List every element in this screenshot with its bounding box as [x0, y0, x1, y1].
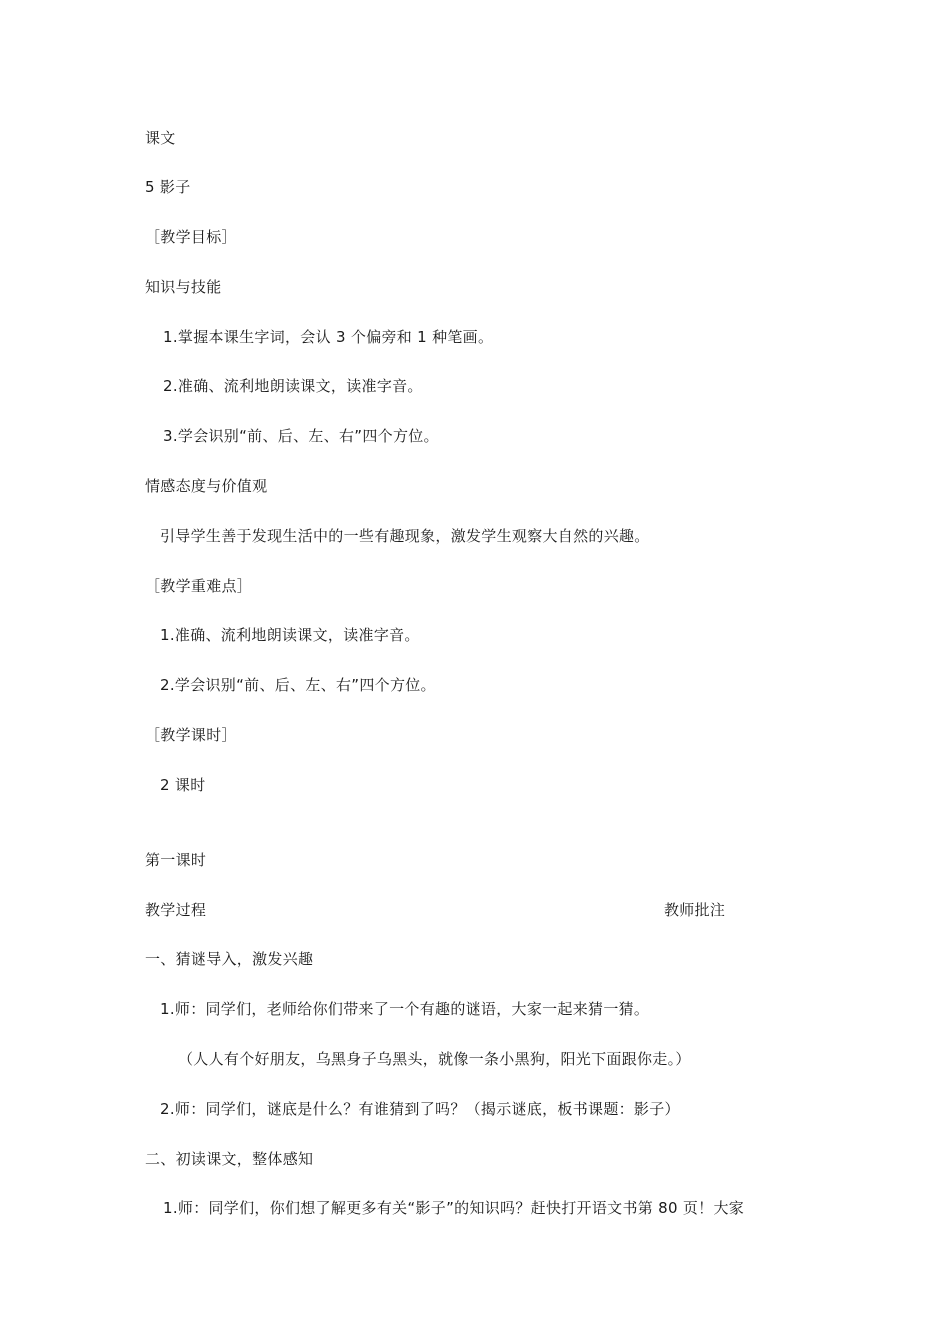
- step-1-heading: 一、猜谜导入，激发兴趣: [145, 950, 314, 968]
- goal-item-2: 2.准确、流利地朗读课文，读准字音。: [163, 377, 423, 395]
- goal-item-1: 1.掌握本课生字词，会认 3 个偏旁和 1 种笔画。: [163, 328, 494, 346]
- step-1-item-1: 1.师：同学们，老师给你们带来了一个有趣的谜语，大家一起来猜一猜。: [160, 1000, 650, 1018]
- subheading-knowledge-skills: 知识与技能: [145, 278, 222, 296]
- step-2-item-1: 1.师：同学们，你们想了解更多有关“影子”的知识吗？赶快打开语文书第 80 页！大家: [163, 1199, 745, 1217]
- heading-class-hours: ［教学课时］: [145, 726, 237, 744]
- riddle-text: （人人有个好朋友，乌黑身子乌黑头，就像一条小黑狗，阳光下面跟你走。）: [178, 1050, 691, 1068]
- first-lesson-heading: 第一课时: [145, 851, 207, 869]
- lesson-title: 5 影子: [145, 178, 191, 196]
- section-label: 课文: [145, 129, 176, 147]
- step-1-item-2: 2.师：同学们，谜底是什么？有谁猜到了吗？（揭示谜底，板书课题：影子）: [160, 1100, 680, 1118]
- subheading-emotion-values: 情感态度与价值观: [145, 477, 268, 495]
- heading-teaching-goals: ［教学目标］: [145, 228, 237, 246]
- emotion-goal-text: 引导学生善于发现生活中的一些有趣现象，激发学生观察大自然的兴趣。: [160, 527, 650, 545]
- key-point-1: 1.准确、流利地朗读课文，读准字音。: [160, 626, 420, 644]
- class-hours-value: 2 课时: [160, 776, 206, 794]
- heading-key-difficult-points: ［教学重难点］: [145, 577, 253, 595]
- goal-item-3: 3.学会识别“前、后、左、右”四个方位。: [163, 427, 439, 445]
- teaching-process-label: 教学过程: [145, 901, 207, 919]
- step-2-heading: 二、初读课文，整体感知: [145, 1150, 314, 1168]
- teacher-notes-label: 教师批注: [664, 901, 726, 919]
- key-point-2: 2.学会识别“前、后、左、右”四个方位。: [160, 676, 436, 694]
